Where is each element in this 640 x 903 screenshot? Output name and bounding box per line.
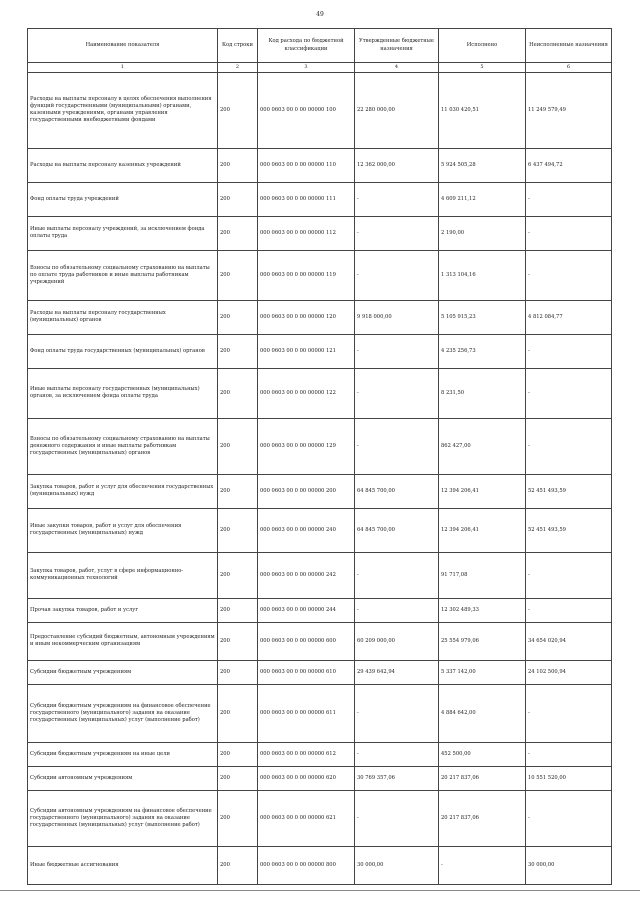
row-line-code: 200 [218, 508, 258, 552]
row-line-code: 200 [218, 742, 258, 766]
row-executed: 5 337 142,00 [439, 660, 526, 684]
table-row [28, 216, 612, 250]
row-executed: 12 394 206,41 [439, 508, 526, 552]
row-expense-code: 000 0603 00 0 00 00000 611 [258, 684, 355, 742]
row-unexecuted: 24 102 500,94 [526, 660, 612, 684]
table-row [28, 552, 612, 598]
row-executed: 452 500,00 [439, 742, 526, 766]
row-approved: 22 280 000,00 [355, 72, 439, 148]
row-executed: 1 313 104,16 [439, 250, 526, 300]
table-row [28, 368, 612, 418]
row-line-code: 200 [218, 72, 258, 148]
header-executed: Исполнено [439, 29, 526, 63]
table-row [28, 790, 612, 846]
row-approved: 12 362 000,00 [355, 148, 439, 182]
row-line-code: 200 [218, 660, 258, 684]
header-expense-code: Код расхода по бюджетной классификации [258, 29, 355, 63]
row-expense-code: 000 0603 00 0 00 00000 110 [258, 148, 355, 182]
row-line-code: 200 [218, 368, 258, 418]
table-row [28, 766, 612, 790]
row-line-code: 200 [218, 598, 258, 622]
row-approved: - [355, 250, 439, 300]
row-approved: 30 769 357,06 [355, 766, 439, 790]
row-approved: 29 439 642,94 [355, 660, 439, 684]
row-unexecuted: 52 451 493,59 [526, 474, 612, 508]
table-row [28, 684, 612, 742]
row-executed: 4 609 211,12 [439, 182, 526, 216]
row-name: Иные выплаты персоналу государственных (муниципальных) органов, за исключением фонда оплаты труда [28, 368, 218, 418]
row-expense-code: 000 0603 00 0 00 00000 112 [258, 216, 355, 250]
row-expense-code: 000 0603 00 0 00 00000 620 [258, 766, 355, 790]
row-expense-code: 000 0603 00 0 00 00000 600 [258, 622, 355, 660]
table-header-row [28, 29, 612, 63]
row-expense-code: 000 0603 00 0 00 00000 129 [258, 418, 355, 474]
row-line-code: 200 [218, 216, 258, 250]
row-name: Субсидии бюджетным учреждениям на иные цели [28, 742, 218, 766]
row-unexecuted: - [526, 368, 612, 418]
header-line-code: Код строки [218, 29, 258, 63]
row-line-code: 200 [218, 418, 258, 474]
row-unexecuted: - [526, 742, 612, 766]
row-unexecuted: - [526, 552, 612, 598]
row-name: Взносы по обязательному социальному страхованию на выплаты денежного содержания и иные выплаты работникам государственных (муниципальных) органов [28, 418, 218, 474]
row-executed: 25 554 979,06 [439, 622, 526, 660]
row-line-code: 200 [218, 766, 258, 790]
row-approved: - [355, 368, 439, 418]
row-expense-code: 000 0603 00 0 00 00000 621 [258, 790, 355, 846]
row-executed: 2 190,00 [439, 216, 526, 250]
row-line-code: 200 [218, 622, 258, 660]
row-line-code: 200 [218, 250, 258, 300]
row-line-code: 200 [218, 684, 258, 742]
row-expense-code: 000 0603 00 0 00 00000 119 [258, 250, 355, 300]
row-approved: 64 845 700,00 [355, 474, 439, 508]
page-number: 49 [316, 11, 324, 18]
row-name: Закупка товаров, работ и услуг для обеспечения государственных (муниципальных) нужд [28, 474, 218, 508]
row-executed: 8 231,50 [439, 368, 526, 418]
budget-expenses-table [27, 28, 612, 885]
row-unexecuted: - [526, 216, 612, 250]
table-row [28, 474, 612, 508]
row-executed: 862 427,00 [439, 418, 526, 474]
column-number-row [28, 63, 612, 73]
row-name: Расходы на выплаты персоналу казенных учреждений [28, 148, 218, 182]
column-number: 4 [355, 63, 439, 73]
row-unexecuted: - [526, 250, 612, 300]
header-name: Наименование показателя [28, 29, 218, 63]
row-approved: 30 000,00 [355, 846, 439, 884]
row-name: Субсидии бюджетным учреждениям на финансовое обеспечение государственного (муниципального) задания на оказание государственных (муниципальных) услуг (выполнение работ) [28, 684, 218, 742]
row-executed: 11 030 420,51 [439, 72, 526, 148]
row-line-code: 200 [218, 790, 258, 846]
column-number: 6 [526, 63, 612, 73]
row-unexecuted: - [526, 598, 612, 622]
table-row [28, 508, 612, 552]
row-expense-code: 000 0603 00 0 00 00000 121 [258, 334, 355, 368]
row-line-code: 200 [218, 182, 258, 216]
table-row [28, 660, 612, 684]
row-unexecuted: 4 812 084,77 [526, 300, 612, 334]
header-approved: Утвержденные бюджетные назначения [355, 29, 439, 63]
row-name: Прочая закупка товаров, работ и услуг [28, 598, 218, 622]
row-approved: 60 209 000,00 [355, 622, 439, 660]
row-approved: - [355, 334, 439, 368]
row-name: Субсидии бюджетным учреждениям [28, 660, 218, 684]
table-row [28, 182, 612, 216]
row-expense-code: 000 0603 00 0 00 00000 800 [258, 846, 355, 884]
row-executed: 12 394 206,41 [439, 474, 526, 508]
row-approved: - [355, 182, 439, 216]
row-name: Взносы по обязательному социальному страхованию на выплаты по оплате труда работников и иные выплаты работникам учреждений [28, 250, 218, 300]
row-unexecuted: 6 437 494,72 [526, 148, 612, 182]
row-unexecuted: 52 451 493,59 [526, 508, 612, 552]
table-row [28, 418, 612, 474]
row-line-code: 200 [218, 300, 258, 334]
row-expense-code: 000 0603 00 0 00 00000 242 [258, 552, 355, 598]
row-executed: 20 217 837,06 [439, 790, 526, 846]
row-approved: - [355, 684, 439, 742]
row-name: Иные выплаты персоналу учреждений, за исключением фонда оплаты труда [28, 216, 218, 250]
row-approved: - [355, 742, 439, 766]
row-executed: 91 717,08 [439, 552, 526, 598]
row-executed: 12 302 489,33 [439, 598, 526, 622]
row-name: Предоставление субсидий бюджетным, автономным учреждениям и иным некоммерческим организациям [28, 622, 218, 660]
table-row [28, 598, 612, 622]
row-executed: 5 924 505,28 [439, 148, 526, 182]
table-row [28, 622, 612, 660]
row-name: Субсидии автономным учреждениям [28, 766, 218, 790]
row-expense-code: 000 0603 00 0 00 00000 100 [258, 72, 355, 148]
table-row [28, 72, 612, 148]
table-row [28, 334, 612, 368]
row-unexecuted: 34 654 020,94 [526, 622, 612, 660]
column-number: 5 [439, 63, 526, 73]
row-executed: 5 105 915,23 [439, 300, 526, 334]
row-approved: 64 845 700,00 [355, 508, 439, 552]
row-executed: - [439, 846, 526, 884]
row-expense-code: 000 0603 00 0 00 00000 240 [258, 508, 355, 552]
row-name: Расходы на выплаты персоналу в целях обеспечения выполнения функций государственными (муниципальными) органами, казенными учреждениями, органами управления государственными внебюджетными фондами [28, 72, 218, 148]
row-name: Субсидии автономным учреждениям на финансовое обеспечение государственного (муниципального) задания на оказание государственных (муниципальных) услуг (выполнение работ) [28, 790, 218, 846]
row-unexecuted: - [526, 334, 612, 368]
row-unexecuted: - [526, 790, 612, 846]
row-unexecuted: - [526, 418, 612, 474]
row-expense-code: 000 0603 00 0 00 00000 111 [258, 182, 355, 216]
row-executed: 4 884 642,00 [439, 684, 526, 742]
row-expense-code: 000 0603 00 0 00 00000 610 [258, 660, 355, 684]
row-line-code: 200 [218, 334, 258, 368]
row-approved: - [355, 598, 439, 622]
row-name: Иные бюджетные ассигнования [28, 846, 218, 884]
row-name: Закупка товаров, работ, услуг в сфере информационно-коммуникационных технологий [28, 552, 218, 598]
row-name: Расходы на выплаты персоналу государственных (муниципальных) органов [28, 300, 218, 334]
row-approved: - [355, 552, 439, 598]
row-name: Фонд оплаты труда государственных (муниципальных) органов [28, 334, 218, 368]
row-approved: - [355, 216, 439, 250]
row-unexecuted: - [526, 182, 612, 216]
row-executed: 4 235 256,73 [439, 334, 526, 368]
column-number: 1 [28, 63, 218, 73]
row-unexecuted: 30 000,00 [526, 846, 612, 884]
table-row [28, 148, 612, 182]
table-row [28, 300, 612, 334]
column-number: 2 [218, 63, 258, 73]
row-line-code: 200 [218, 552, 258, 598]
row-expense-code: 000 0603 00 0 00 00000 612 [258, 742, 355, 766]
row-expense-code: 000 0603 00 0 00 00000 120 [258, 300, 355, 334]
row-expense-code: 000 0603 00 0 00 00000 244 [258, 598, 355, 622]
row-line-code: 200 [218, 846, 258, 884]
row-name: Фонд оплаты труда учреждений [28, 182, 218, 216]
row-line-code: 200 [218, 148, 258, 182]
column-number: 3 [258, 63, 355, 73]
row-unexecuted: 10 551 520,00 [526, 766, 612, 790]
table-row [28, 846, 612, 884]
table-row [28, 250, 612, 300]
row-approved: - [355, 418, 439, 474]
row-approved: - [355, 790, 439, 846]
page-bottom-rule [0, 890, 640, 891]
row-expense-code: 000 0603 00 0 00 00000 200 [258, 474, 355, 508]
row-expense-code: 000 0603 00 0 00 00000 122 [258, 368, 355, 418]
row-approved: 9 918 000,00 [355, 300, 439, 334]
row-executed: 20 217 837,06 [439, 766, 526, 790]
row-unexecuted: 11 249 579,49 [526, 72, 612, 148]
row-unexecuted: - [526, 684, 612, 742]
header-unexecuted: Неисполненные назначения [526, 29, 612, 63]
table-body [28, 72, 612, 884]
table-row [28, 742, 612, 766]
row-line-code: 200 [218, 474, 258, 508]
row-name: Иные закупки товаров, работ и услуг для обеспечения государственных (муниципальных) нужд [28, 508, 218, 552]
